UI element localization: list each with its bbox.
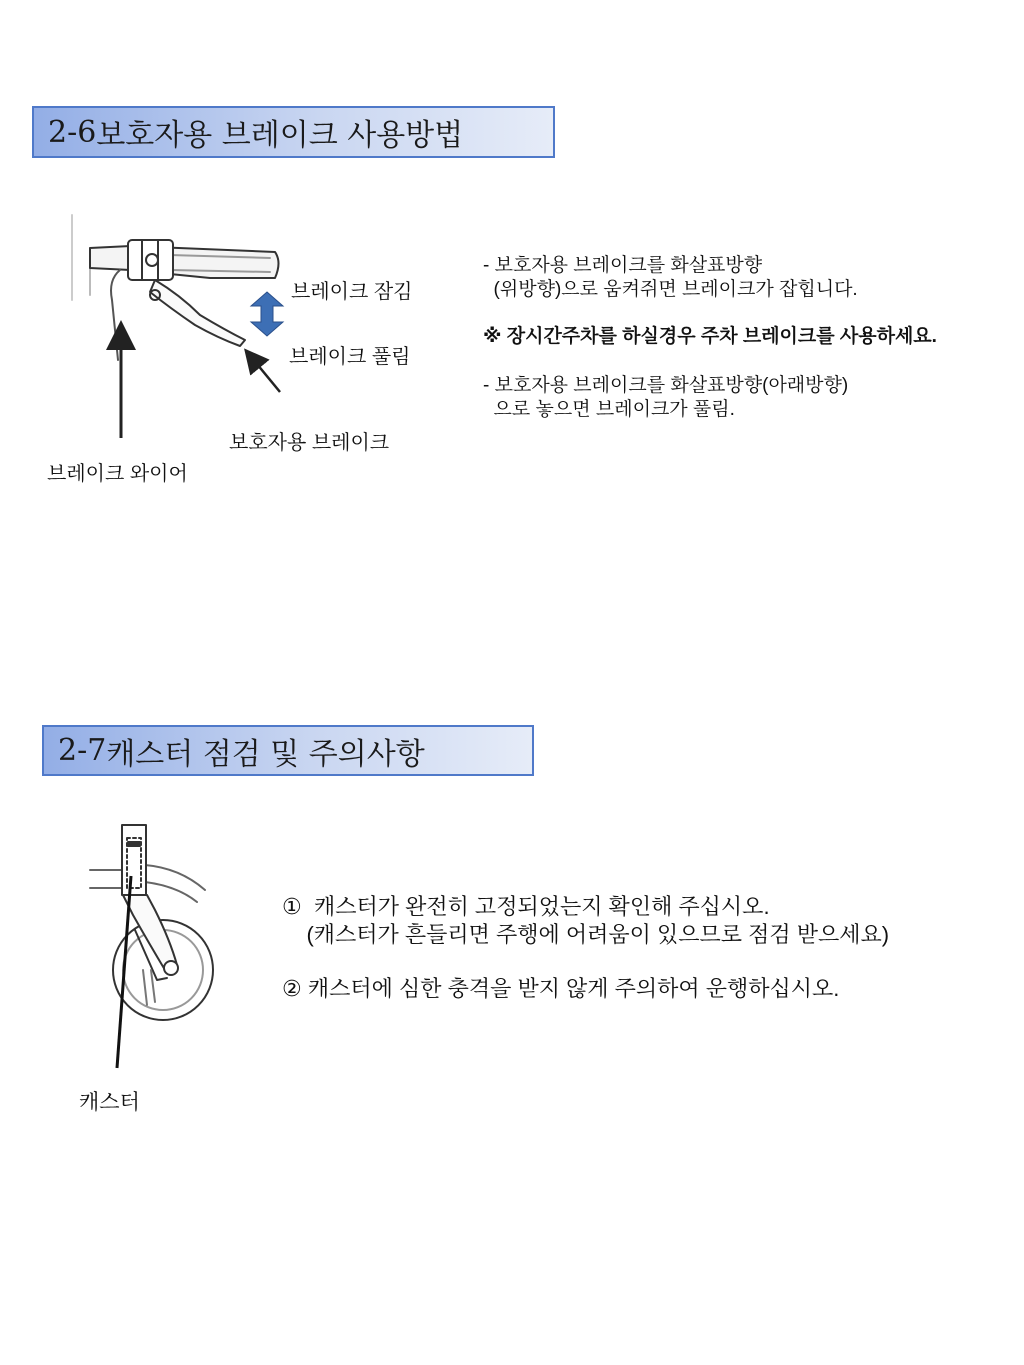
section-title: 캐스터 점검 및 주의사항 — [106, 736, 425, 772]
section-title: 보호자용 브레이크 사용방법 — [96, 118, 464, 153]
caregiver-brake-label: 보호자용 브레이크 — [229, 432, 390, 454]
section-number: 2-7 — [58, 733, 107, 768]
caster-check-item1-detail: (캐스터가 흔들리면 주행에 어려움이 있으므로 점검 받으세요) — [282, 922, 890, 947]
brake-lock-label: 브레이크 잠김 — [291, 281, 413, 303]
caster-label: 캐스터 — [79, 1091, 140, 1114]
section-number: 2-6 — [48, 114, 97, 150]
lock-instruction-line1: - 보호자용 브레이크를 화살표방향 — [483, 255, 763, 276]
caster-pointer — [117, 876, 131, 1068]
caster-check-item2: ② 캐스터에 심한 충격을 받지 않게 주의하여 운행하십시오. — [282, 976, 840, 1001]
caster-check-item1: ① 캐스터가 완전히 고정되었는지 확인해 주십시오. — [282, 894, 770, 919]
brake-wire-label: 브레이크 와이어 — [47, 463, 188, 485]
parking-brake-note: ※ 장시간주차를 하실경우 주차 브레이크를 사용하세요. — [483, 326, 937, 347]
brake-release-label: 브레이크 풀림 — [289, 346, 411, 368]
release-instruction-line1: - 보호자용 브레이크를 화살표방향(아래방향) — [483, 375, 849, 396]
release-instruction-line2: 으로 놓으면 브레이크가 풀림. — [483, 399, 735, 420]
lock-instruction-line2: (위방향)으로 움켜쥐면 브레이크가 잡힙니다. — [483, 279, 858, 300]
